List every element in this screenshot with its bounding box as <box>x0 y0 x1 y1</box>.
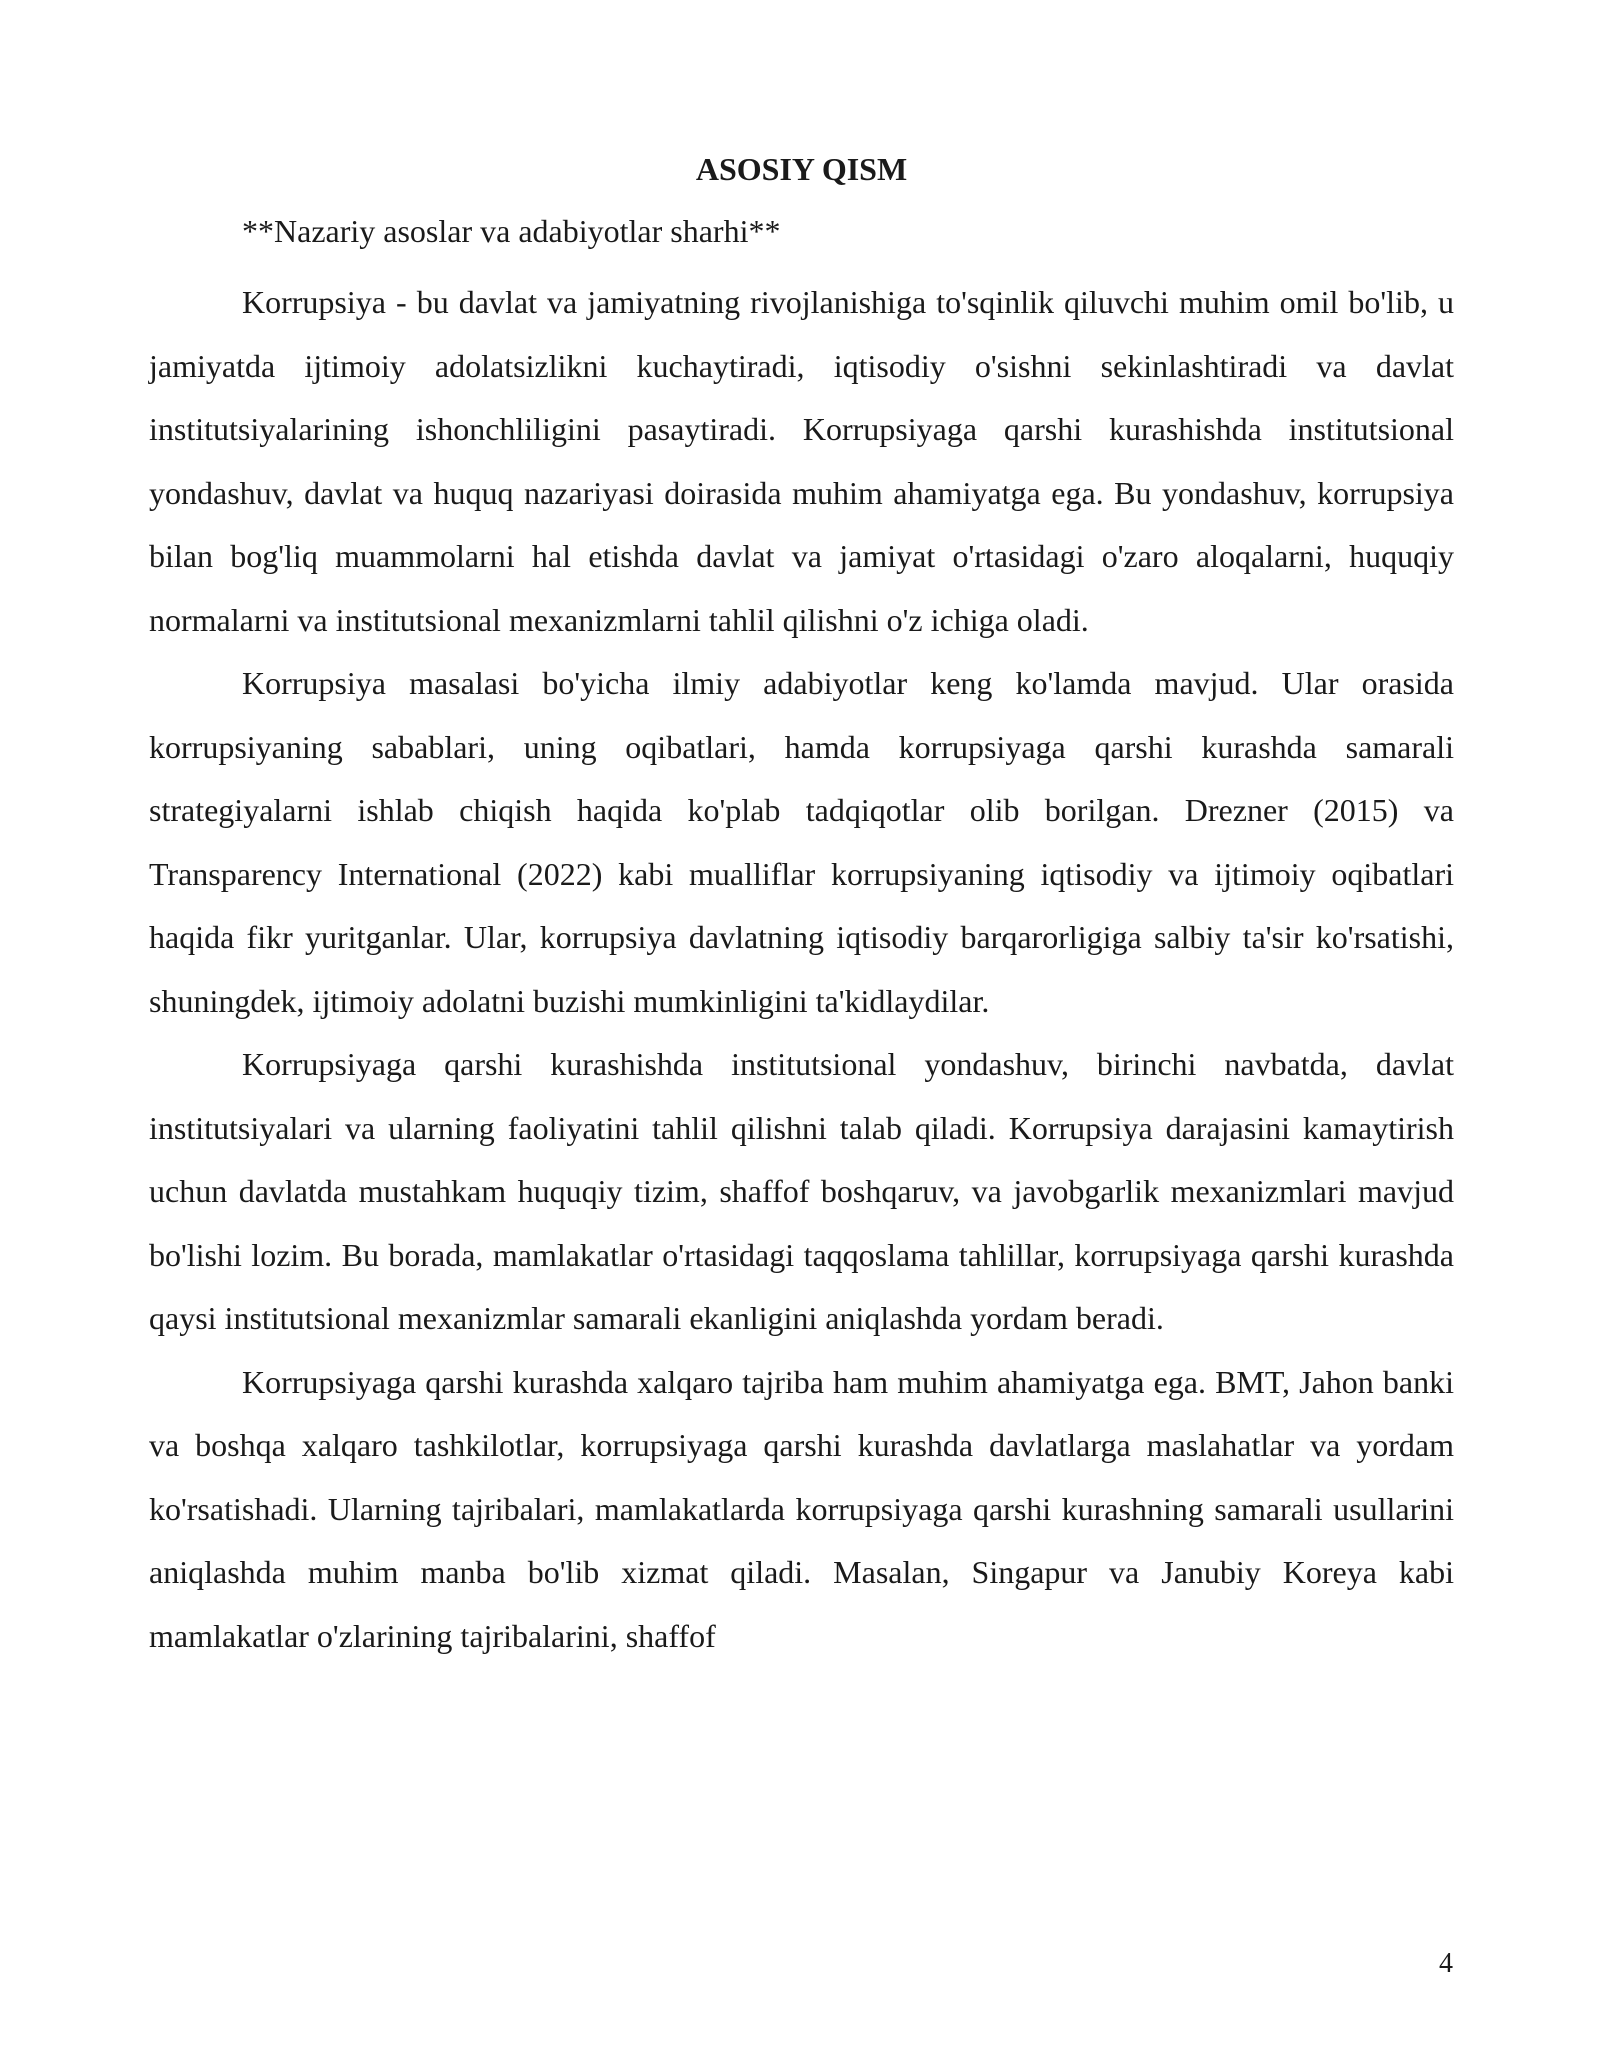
paragraph-3: Korrupsiyaga qarshi kurashishda institutsional yondashuv, birinchi navbatda, davlat institutsiyalari va ularning faoliyatini tahlil qilishni talab qiladi. Korrupsiya darajasini kamaytirish uchun davlatda mustahkam huquqiy tizim, shaffof boshqaruv, va javobgarlik mexanizmlari mavjud bo'lishi lozim. Bu borada, mamlakatlar o'rtasidagi taqqoslama tahlillar, korrupsiyaga qarshi kurashda qaysi institutsional mexanizmlar samarali ekanligini aniqlashda yordam beradi. <box>149 1046 1454 1336</box>
section-heading: ASOSIY QISM <box>695 151 908 187</box>
page-number: 4 <box>1439 1948 1453 1979</box>
paragraph-2: Korrupsiya masalasi bo'yicha ilmiy adabiyotlar keng ko'lamda mavjud. Ular orasida korrupsiyaning sabablari, uning oqibatlari, hamda korrupsiyaga qarshi kurashda samarali strategiyalarni ishlab chiqish haqida ko'plab tadqiqotlar olib borilgan. Drezner (2015) va Transparency International (2022) kabi mualliflar korrupsiyaning iqtisodiy va ijtimoiy oqibatlari haqida fikr yuritganlar. Ular, korrupsiya davlatning iqtisodiy barqarorligiga salbiy ta'sir ko'rsatishi, shuningdek, ijtimoiy adolatni buzishi mumkinligini ta'kidlaydilar. <box>149 665 1454 1019</box>
subsection-heading: **Nazariy asoslar va adabiyotlar sharhi** <box>242 213 781 249</box>
paragraph-4: Korrupsiyaga qarshi kurashda xalqaro tajriba ham muhim ahamiyatga ega. BMT, Jahon banki va boshqa xalqaro tashkilotlar, korrupsiyaga qarshi kurashda davlatlarga maslahatlar va yordam ko'rsatishadi. Ularning tajribalari, mamlakatlarda korrupsiyaga qarshi kurashning samarali usullarini aniqlashda muhim manba bo'lib xizmat qiladi. Masalan, Singapur va Janubiy Koreya kabi mamlakatlar o'zlarining tajribalarini, shaffof <box>149 1363 1454 1654</box>
paragraph-1: Korrupsiya - bu davlat va jamiyatning rivojlanishiga to'sqinlik qiluvchi muhim omil bo'lib, u jamiyatda ijtimoiy adolatsizlikni kuchaytiradi, iqtisodiy o'sishni sekinlashtiradi va davlat institutsiyalarining ishonchliligini pasaytiradi. Korrupsiyaga qarshi kurashishda institutsional yondashuv, davlat va huquq nazariyasi doirasida muhim ahamiyatga ega. Bu yondashuv, korrupsiya bilan bog'liq muammolarni hal etishda davlat va jamiyat o'rtasidagi o'zaro aloqalarni, huquqiy normalarni va institutsional mexanizmlarni tahlil qilishni o'z ichiga oladi. <box>149 284 1454 638</box>
page-body <box>149 145 1454 1668</box>
